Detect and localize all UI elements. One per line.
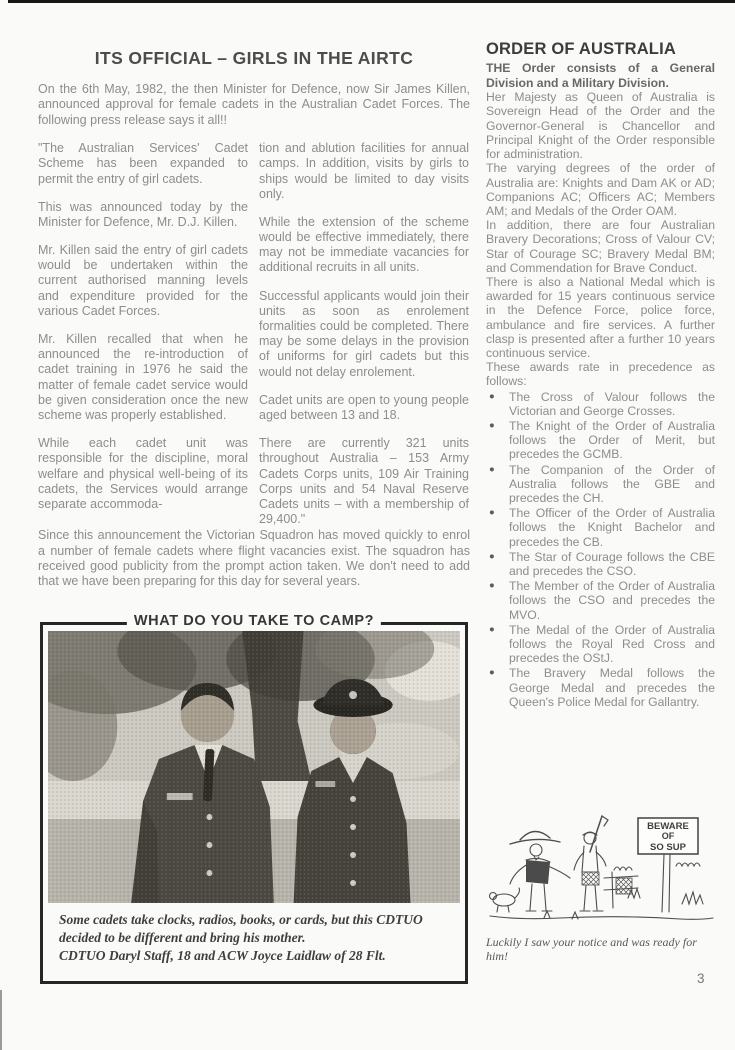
paragraph: In addition, there are four Australian Bravery Decorations; Cross of Valour CV; Star of Courage SC; Bravery Medal BM; and Commendation for Brave Conduct. [486,218,715,275]
sign-text-line1: BEWARE [647,821,689,832]
list-item: ● The Officer of the Order of Australia follows the Knight Bachelor and precedes the CB. [486,506,715,549]
paragraph: Successful applicants would join their units as soon as enrolement formalities could be completed. There may be some delays in the provision of uniforms for girl cadets but this would not delay enrolement. [259,288,469,379]
sign-text-line2: OF [661,831,675,841]
precedence-list [486,390,715,709]
paragraph: tion and ablution facilities for annual camps. In addition, visits by girls to ships would be limited to day visits only. [259,141,469,201]
main-article [38,48,470,590]
cartoon-illustration [486,812,717,934]
paragraph: Mr. Killen said the entry of girl cadets would be undertaken within the current authorised manning levels and expenditure provided for the various Cadet Forces. [38,243,248,318]
list-item: ● The Companion of the Order of Australia follows the GBE and precedes the CH. [486,463,715,506]
cartoon-caption: Luckily I saw your notice and was ready for him! [486,935,697,964]
list-item: ● The Member of the Order of Australia follows the CSO and precedes the MVO. [486,579,715,622]
photo-box-title: WHAT DO YOU TAKE TO CAMP? [127,613,381,629]
article-columns [38,141,470,527]
list-item: ● The Cross of Valour follows the Victorian and George Crosses. [486,390,715,418]
page-number: 3 [697,971,705,986]
photo-box [40,613,468,984]
cartoon [486,812,717,964]
photo-illustration [48,631,460,903]
article-intro: On the 6th May, 1982, the then Minister for Defence, now Sir James Killen, announced approval for female cadets in the Australian Cadet Forces. The following press release says it all!! [38,82,470,127]
paragraph: Mr. Killen recalled that when he announced the re-introduction of cadet training in 1976 he said the matter of female cadet service would be given consideration once the new scheme was properly established. [38,332,248,422]
article-column-left [38,141,248,527]
paragraph: The varying degrees of the order of Australia are: Knights and Dam AK or AD; Companions AC; Officers AC; Members AM; and Medals of the Order OAM. [486,161,715,218]
paragraph: Cadet units are open to young people aged between 13 and 18. [259,392,469,422]
paragraph: There are currently 321 units throughout Australia – 153 Army Cadets Corps units, 109 Air Training Corps units and 54 Naval Reserve Cadets units – with a membership of 29,400." [259,436,469,527]
paragraph: While the extension of the scheme would be effective immediately, there may not be immediate vacancies for additional recruits in all units. [259,214,469,275]
paragraph: Her Majesty as Queen of Australia is Sovereign Head of the Order and the Governor-General is Chancellor and Principal Knight of the Order responsible for administration. [486,90,715,162]
list-item: ● The Medal of the Order of Australia follows the Royal Red Cross and precedes the OStJ. [486,623,715,666]
paragraph: This was announced today by the Minister for Defence, Mr. D.J. Killen. [38,199,248,229]
article-title: ITS OFFICIAL – GIRLS IN THE AIRTC [94,48,414,68]
photo-caption-line1: Some cadets take clocks, radios, books, or cards, but this CDTUO decided to be different and bring his mother. [59,912,423,945]
order-lead: THE Order consists of a General Division and a Military Division. [486,61,715,90]
order-title: ORDER OF AUSTRALIA [486,40,676,58]
order-of-australia-article [486,40,715,710]
list-item: ● The Star of Courage follows the CBE and precedes the CSO. [486,550,715,578]
paragraph: These awards rate in precedence as follows: [486,360,715,389]
photo-caption-line2: CDTUO Daryl Staff, 18 and ACW Joyce Laidlaw of 28 Flt. [59,947,386,963]
paragraph: There is also a National Medal which is awarded for 15 years continuous service in the Defence Force, police force, ambulance and fire services. A further clasp is presented after a further 10 years continuous service. [486,274,715,360]
article-closing-paragraph: Since this announcement the Victorian Squadron has moved quickly to enrol a number of female cadets where flight vacancies exist. The squadron has received good publicity from the prompt action taken. We don't need to add that we have been preparing for this day for several years. [38,528,470,589]
photo-cadets [48,631,460,903]
list-item: ● The Bravery Medal follows the George Medal and precedes the Queen's Police Medal for Gallantry. [486,666,715,709]
scan-edge-artifact [0,990,2,1050]
list-item: ● The Knight of the Order of Australia follows the Order of Merit, but precedes the GCMB. [486,419,715,462]
article-column-middle [259,141,469,527]
photo-caption [59,911,449,964]
sign-text-line3: SO SUP [650,842,686,853]
paragraph: While each cadet unit was responsible for the discipline, moral welfare and physical well-being of its cadets, the Services would arrange separate accommoda- [38,436,248,511]
paragraph: "The Australian Services' Cadet Scheme has been expanded to permit the entry of girl cadets. [38,141,248,186]
page-top-rule [8,0,735,3]
